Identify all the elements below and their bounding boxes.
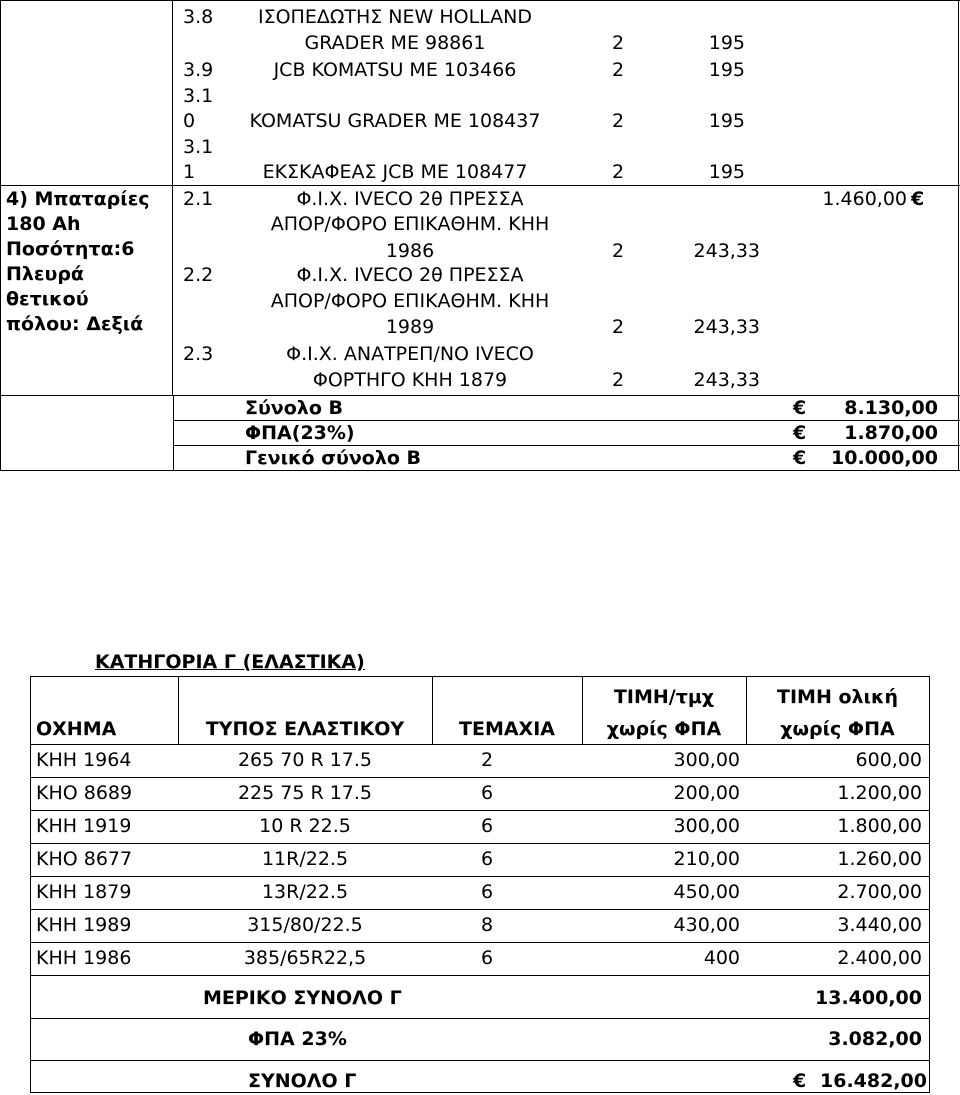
section-title: ΚΑΤΗΓΟΡΙΑ Γ (ΕΛΑΣΤΙΚΑ) bbox=[95, 651, 365, 673]
row-code: 3.9 bbox=[183, 59, 214, 81]
cell-vehicle: ΚΗΟ 8689 bbox=[36, 782, 133, 804]
summary-label: Γενικό σύνολο Β bbox=[245, 447, 421, 469]
cell-unit-price: 450,00 bbox=[673, 881, 740, 903]
cell-unit-price: 200,00 bbox=[673, 782, 740, 804]
euro-icon: € bbox=[793, 422, 807, 444]
header-tire-type: ΤΥΠΟΣ ΕΛΑΣΤΙΚΟΥ bbox=[205, 718, 405, 740]
cell-vehicle: ΚΗΗ 1989 bbox=[36, 914, 132, 936]
row-price: 195 bbox=[708, 59, 745, 81]
cell-tire: 10 R 22.5 bbox=[259, 815, 351, 837]
row-description: ΑΠΟΡ/ΦΟΡΟ ΕΠΙΚΑΘΗΜ. ΚΗΗ bbox=[270, 213, 550, 235]
group-label-line: πόλου: Δεξιά bbox=[6, 313, 144, 335]
summary-value: 8.130,00 bbox=[844, 397, 938, 419]
row-description: ΦΟΡΤΗΓΟ ΚΗΗ 1879 bbox=[312, 369, 508, 391]
summary-value: 1.870,00 bbox=[844, 422, 938, 444]
row-price: 243,33 bbox=[693, 369, 760, 391]
cell-total-price: 3.440,00 bbox=[837, 914, 922, 936]
subtotal-label: ΜΕΡΙΚΟ ΣΥΝΟΛΟ Γ bbox=[203, 987, 402, 1009]
euro-icon: € bbox=[911, 188, 925, 210]
cell-pieces: 6 bbox=[480, 881, 494, 903]
row-quantity: 2 bbox=[612, 161, 625, 183]
cell-total-price: 1.800,00 bbox=[837, 815, 922, 837]
header-unit-price: χωρίς ΦΠΑ bbox=[606, 718, 722, 740]
row-description: ΑΠΟΡ/ΦΟΡΟ ΕΠΙΚΑΘΗΜ. ΚΗΗ bbox=[270, 290, 550, 312]
euro-icon: € bbox=[793, 1070, 807, 1092]
group-total: 1.460,00 bbox=[822, 188, 907, 210]
cell-unit-price: 430,00 bbox=[673, 914, 740, 936]
group-label-line: 4) Μπαταρίες bbox=[6, 188, 150, 210]
row-code: 2.1 bbox=[183, 188, 214, 210]
row-code: 3.1 bbox=[183, 85, 214, 107]
row-description: JCB KOMATSU ME 103466 bbox=[273, 59, 517, 81]
total-value: 16.482,00 bbox=[820, 1070, 927, 1092]
cell-tire: 11R/22.5 bbox=[261, 848, 349, 870]
cell-total-price: 600,00 bbox=[855, 749, 922, 771]
header-total-price: χωρίς ΦΠΑ bbox=[780, 718, 895, 740]
row-code: 3.8 bbox=[183, 6, 214, 28]
row-quantity: 2 bbox=[612, 369, 625, 391]
group-label-line: θετικού bbox=[6, 288, 89, 310]
header-unit-price: ΤΙΜΗ/τμχ bbox=[613, 686, 715, 708]
cell-tire: 13R/22.5 bbox=[261, 881, 349, 903]
row-quantity: 2 bbox=[612, 59, 625, 81]
row-code: 2.2 bbox=[183, 264, 214, 286]
row-price: 243,33 bbox=[693, 316, 760, 338]
vat-value: 3.082,00 bbox=[828, 1028, 922, 1050]
row-price: 195 bbox=[708, 161, 745, 183]
header-total-price: ΤΙΜΗ ολική bbox=[777, 686, 898, 708]
group-label-line: Ποσότητα:6 bbox=[6, 238, 135, 260]
row-quantity: 2 bbox=[612, 32, 625, 54]
row-price: 195 bbox=[708, 110, 745, 132]
summary-label: ΦΠΑ(23%) bbox=[245, 422, 355, 444]
row-code: 3.1 bbox=[183, 136, 214, 158]
row-description: Φ.Ι.Χ. IVECO 2θ ΠΡΕΣΣΑ bbox=[296, 188, 524, 210]
cell-unit-price: 210,00 bbox=[673, 848, 740, 870]
vat-label: ΦΠΑ 23% bbox=[248, 1028, 347, 1050]
cell-pieces: 8 bbox=[480, 914, 494, 936]
row-description: Φ.Ι.Χ. ΑΝΑΤΡΕΠ/ΝΟ IVECO bbox=[286, 343, 534, 365]
row-description: ΙΣΟΠΕΔΩΤΗΣ NEW HOLLAND bbox=[257, 6, 533, 28]
cell-tire: 265 70 R 17.5 bbox=[237, 749, 373, 771]
cell-vehicle: ΚΗΟ 8677 bbox=[36, 848, 133, 870]
cell-tire: 225 75 R 17.5 bbox=[237, 782, 373, 804]
summary-value: 10.000,00 bbox=[831, 447, 938, 469]
row-code: 1 bbox=[183, 161, 196, 183]
cell-pieces: 2 bbox=[480, 749, 494, 771]
cell-unit-price: 400 bbox=[703, 947, 740, 969]
header-vehicle: ΟΧΗΜΑ bbox=[36, 718, 117, 740]
summary-label: Σύνολο Β bbox=[245, 397, 343, 419]
row-code: 0 bbox=[183, 110, 196, 132]
cell-vehicle: ΚΗΗ 1919 bbox=[36, 815, 132, 837]
cell-tire: 315/80/22.5 bbox=[247, 914, 363, 936]
cell-total-price: 2.700,00 bbox=[837, 881, 922, 903]
row-description: KOMATSU GRADER ME 108437 bbox=[249, 110, 541, 132]
group-label-line: 180 Ah bbox=[6, 213, 81, 235]
row-description: ΕΚΣΚΑΦΕΑΣ JCB ME 108477 bbox=[262, 161, 528, 183]
row-price: 243,33 bbox=[693, 240, 760, 262]
cell-vehicle: ΚΗΗ 1879 bbox=[36, 881, 132, 903]
row-quantity: 2 bbox=[612, 240, 625, 262]
group-label-line: Πλευρά bbox=[6, 263, 84, 285]
cell-vehicle: ΚΗΗ 1964 bbox=[36, 749, 132, 771]
row-quantity: 2 bbox=[612, 110, 625, 132]
row-price: 195 bbox=[708, 32, 745, 54]
subtotal-value: 13.400,00 bbox=[815, 987, 922, 1009]
cell-pieces: 6 bbox=[480, 815, 494, 837]
cell-total-price: 2.400,00 bbox=[837, 947, 922, 969]
row-description: 1989 bbox=[385, 316, 435, 338]
cell-pieces: 6 bbox=[480, 782, 494, 804]
euro-icon: € bbox=[793, 397, 807, 419]
cell-tire: 385/65R22,5 bbox=[243, 947, 367, 969]
header-pieces: ΤΕΜΑΧΙΑ bbox=[459, 718, 555, 740]
cell-total-price: 1.200,00 bbox=[837, 782, 922, 804]
row-description: Φ.Ι.Χ. IVECO 2θ ΠΡΕΣΣΑ bbox=[296, 264, 524, 286]
euro-icon: € bbox=[793, 447, 807, 469]
cell-vehicle: ΚΗΗ 1986 bbox=[36, 947, 132, 969]
cell-unit-price: 300,00 bbox=[673, 815, 740, 837]
row-description: 1986 bbox=[385, 240, 435, 262]
row-description: GRADER ME 98861 bbox=[304, 32, 486, 54]
cell-unit-price: 300,00 bbox=[673, 749, 740, 771]
total-label: ΣΥΝΟΛΟ Γ bbox=[248, 1070, 357, 1092]
row-code: 2.3 bbox=[183, 343, 214, 365]
cell-pieces: 6 bbox=[480, 947, 494, 969]
cell-pieces: 6 bbox=[480, 848, 494, 870]
row-quantity: 2 bbox=[612, 316, 625, 338]
cell-total-price: 1.260,00 bbox=[837, 848, 922, 870]
